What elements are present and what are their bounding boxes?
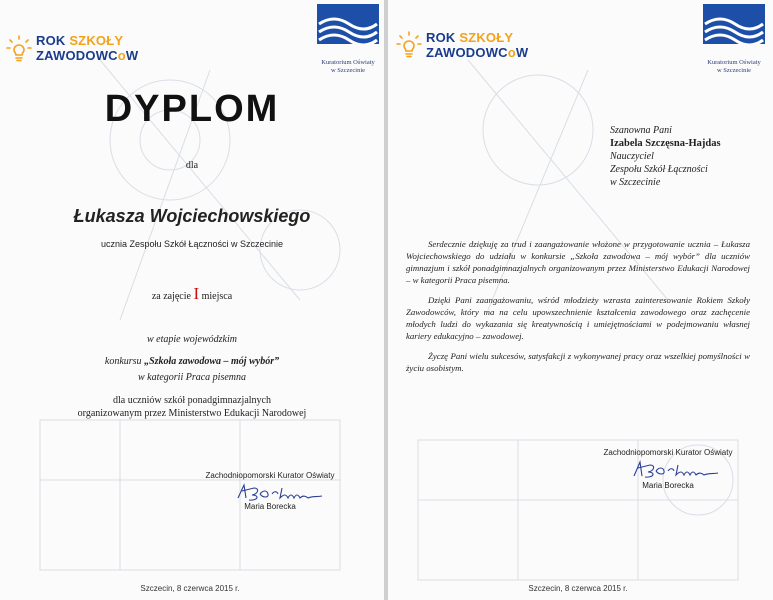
- place-roman: I: [193, 284, 200, 303]
- lightbulb-icon: [396, 30, 422, 60]
- issue-date: Szczecin, 8 czerwca 2015 r.: [528, 584, 628, 593]
- salutation: Szanowna Pani: [610, 125, 672, 136]
- curator-caption: Kuratorium Oświaty w Szczecinie: [707, 59, 761, 74]
- diploma-page: [0, 0, 384, 600]
- signer-name: Maria Borecka: [642, 481, 694, 490]
- curator-caption: Kuratorium Oświaty w Szczecinie: [321, 59, 375, 74]
- audience-line-2: organizowanym przez Ministerstwo Edukacji Narodowej: [77, 408, 307, 419]
- letter-paragraph-1: Serdecznie dziękuję za trud i zaangażowanie włożone w przygotowanie ucznia – Łukasza Wojciechowskiego do udziału w konkursie „Szkoła zawodowa – mój wybór” dla uczniów gimnazjum i szkół ponadgimnazjalnych organizowanym przez Ministerstwo Edukacji Narodowej – w kategorii Praca pisemna.: [406, 239, 750, 285]
- letter-page: [388, 0, 773, 600]
- letter-body: [406, 238, 750, 382]
- curator-logo: [317, 4, 379, 44]
- signer-title: Zachodniopomorski Kurator Oświaty: [205, 471, 335, 480]
- audience-line-1: dla uczniów szkół ponadgimnazjalnych: [112, 395, 271, 406]
- category-line: w kategorii Praca pisemna: [137, 372, 247, 383]
- place-line: za zajęcie I miejsca: [151, 284, 233, 303]
- handwritten-signature: [628, 458, 738, 482]
- addressee-block: [610, 124, 721, 189]
- addressee-school: Zespołu Szkół Łączności: [610, 164, 708, 175]
- addressee-role: Nauczyciel: [610, 151, 654, 162]
- curator-logo: [703, 4, 765, 44]
- letter-paragraph-3: Życzę Pani wielu sukcesów, satysfakcji z wykonywanej pracy oraz wszelkiej pomyślności w życiu osobistym.: [406, 351, 750, 373]
- handwritten-signature: [232, 482, 342, 504]
- lightbulb-icon: [6, 34, 32, 64]
- signer-title: Zachodniopomorski Kurator Oświaty: [603, 448, 733, 457]
- recipient-name: Łukasza Wojciechowskiego: [73, 206, 311, 226]
- brand-logo-text: ROK SZKOŁY ZAWODOWCoW: [426, 30, 529, 60]
- addressee-name: Izabela Szczęsna-Hajdas: [610, 138, 721, 149]
- signer-name: Maria Borecka: [244, 502, 296, 511]
- diploma-title: DYPLOM: [104, 88, 280, 130]
- for-label: dla: [185, 160, 199, 171]
- addressee-city: w Szczecinie: [610, 177, 661, 188]
- contest-line: konkursu „Szkoła zawodowa – mój wybór”: [104, 356, 280, 367]
- brand-logo-text: ROK SZKOŁY ZAWODOWCoW: [36, 33, 139, 63]
- recipient-description: ucznia Zespołu Szkół Łączności w Szczecinie: [100, 239, 284, 249]
- stage-line: w etapie wojewódzkim: [147, 334, 237, 345]
- issue-date: Szczecin, 8 czerwca 2015 r.: [140, 584, 240, 593]
- letter-paragraph-2: Dzięki Pani zaangażowaniu, wśród młodzieży wzrasta zainteresowanie Rokiem Szkoły Zawodowców, który ma na celu upowszechnienie kształcenia zawodowego oraz zachęcenie młodych ludzi do wykazania się kreatywnością i umiejętnościami w podejmowaniu własnej kariery edukacyjno – zawodowej.: [406, 295, 750, 341]
